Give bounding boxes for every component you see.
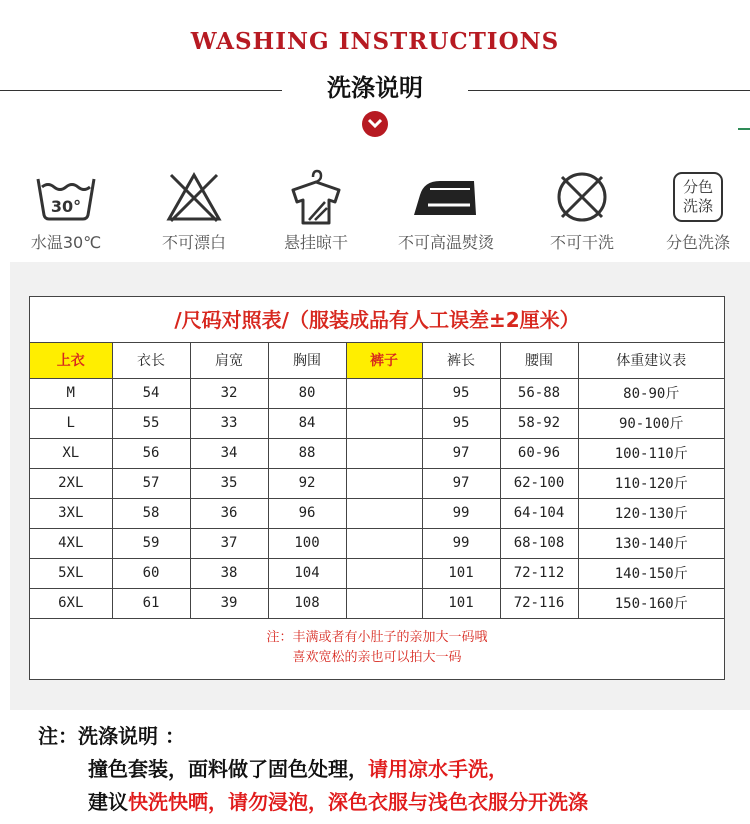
washing-line-2	[88, 786, 738, 815]
table-cell: 110-120斤	[578, 468, 724, 498]
table-cell: 120-130斤	[578, 498, 724, 528]
table-row	[30, 438, 724, 468]
table-cell: 34	[190, 438, 268, 468]
chevron-down-icon	[362, 111, 388, 137]
table-cell	[346, 588, 422, 618]
table-cell: 54	[112, 378, 190, 408]
divider-right	[468, 90, 750, 91]
wash-30-icon	[6, 168, 126, 226]
table-cell: 61	[112, 588, 190, 618]
table-cell: 140-150斤	[578, 558, 724, 588]
washing-line-1-highlight: 请用凉水手洗，	[368, 757, 508, 781]
table-cell	[346, 468, 422, 498]
table-cell: 57	[112, 468, 190, 498]
table-cell: 33	[190, 408, 268, 438]
table-cell: 72-116	[500, 588, 578, 618]
table-cell: 64-104	[500, 498, 578, 528]
table-cell: 56	[112, 438, 190, 468]
table-row	[30, 588, 724, 618]
care-label-wash-30: 水温30℃	[30, 233, 102, 252]
care-item-separate-wash	[638, 168, 750, 253]
table-row	[30, 378, 724, 408]
size-chart	[29, 296, 725, 680]
decorative-mark	[738, 128, 750, 130]
table-cell: 36	[190, 498, 268, 528]
table-cell: 101	[422, 558, 500, 588]
table-cell: 92	[268, 468, 346, 498]
header-top: 上衣	[30, 343, 112, 378]
care-item-no-bleach	[134, 168, 254, 253]
table-cell: 58-92	[500, 408, 578, 438]
table-cell: 84	[268, 408, 346, 438]
table-cell: 38	[190, 558, 268, 588]
washing-line-1	[88, 753, 738, 782]
table-cell: 80-90斤	[578, 378, 724, 408]
table-cell: 96	[268, 498, 346, 528]
table-cell	[346, 378, 422, 408]
table-cell: 60	[112, 558, 190, 588]
washing-notes	[38, 720, 738, 815]
table-cell: 95	[422, 378, 500, 408]
table-cell: 5XL	[30, 558, 112, 588]
table-cell: 97	[422, 438, 500, 468]
washing-line-2-highlight: 快洗快晒，请勿浸泡，深色衣服与浅色衣服分开洗涤	[128, 790, 588, 814]
header-shoulder: 肩宽	[190, 343, 268, 378]
table-cell: 39	[190, 588, 268, 618]
care-item-no-high-iron	[386, 168, 506, 253]
care-label-separate-wash: 分色洗涤	[665, 233, 730, 252]
table-cell: 108	[268, 588, 346, 618]
table-cell: 99	[422, 528, 500, 558]
washing-title: 注：洗涤说明 ：	[38, 724, 185, 748]
size-note	[30, 619, 724, 677]
table-cell: 104	[268, 558, 346, 588]
table-cell: 130-140斤	[578, 528, 724, 558]
table-cell	[346, 528, 422, 558]
table-cell: 62-100	[500, 468, 578, 498]
title-english: WASHING INSTRUCTIONS	[190, 28, 560, 55]
hang-dry-icon	[256, 168, 376, 226]
table-cell: 55	[112, 408, 190, 438]
header-waist: 腰围	[500, 343, 578, 378]
divider-left	[0, 90, 282, 91]
table-cell: 56-88	[500, 378, 578, 408]
table-cell: 6XL	[30, 588, 112, 618]
washing-line-2-text: 建议	[88, 790, 128, 814]
table-cell: 90-100斤	[578, 408, 724, 438]
table-cell: 95	[422, 408, 500, 438]
care-label-no-high-iron: 不可高温熨烫	[397, 233, 494, 252]
table-cell: 101	[422, 588, 500, 618]
table-cell	[346, 558, 422, 588]
care-label-no-dry-clean: 不可干洗	[549, 233, 614, 252]
table-cell: 3XL	[30, 498, 112, 528]
table-cell: 59	[112, 528, 190, 558]
table-cell: 2XL	[30, 468, 112, 498]
table-cell: 88	[268, 438, 346, 468]
table-cell: 150-160斤	[578, 588, 724, 618]
care-item-wash-30	[6, 168, 126, 253]
table-cell: 99	[422, 498, 500, 528]
header-length: 衣长	[112, 343, 190, 378]
size-table-header	[30, 343, 724, 378]
table-cell: 37	[190, 528, 268, 558]
table-row	[30, 498, 724, 528]
table-cell: 97	[422, 468, 500, 498]
separate-badge-line1: 分色	[682, 178, 713, 196]
no-high-heat-iron-icon	[386, 168, 506, 226]
table-cell	[346, 498, 422, 528]
wash-temp-badge: 30°	[50, 197, 82, 216]
table-cell: L	[30, 408, 112, 438]
table-row	[30, 528, 724, 558]
table-cell: 80	[268, 378, 346, 408]
header-chest: 胸围	[268, 343, 346, 378]
size-chart-title: /尺码对照表/（服装成品有人工误差±2厘米）	[30, 297, 724, 343]
size-table	[30, 343, 724, 619]
title-chinese: 洗涤说明	[327, 74, 423, 102]
header-pants: 裤子	[346, 343, 422, 378]
size-note-line2: 喜欢宽松的亲也可以拍大一码	[292, 649, 462, 665]
no-dry-clean-icon	[522, 168, 642, 226]
care-label-no-bleach: 不可漂白	[161, 233, 226, 252]
table-row	[30, 408, 724, 438]
separate-color-wash-icon	[638, 168, 750, 226]
header-weight: 体重建议表	[578, 343, 724, 378]
table-cell	[346, 438, 422, 468]
table-cell: 68-108	[500, 528, 578, 558]
care-icons-row	[0, 168, 750, 258]
care-item-hang-dry	[256, 168, 376, 253]
washing-line-1-text: 撞色套装，面料做了固色处理，	[88, 757, 368, 781]
table-cell: M	[30, 378, 112, 408]
table-cell: 4XL	[30, 528, 112, 558]
table-cell: 35	[190, 468, 268, 498]
separate-badge-line2: 洗涤	[682, 197, 713, 215]
table-cell	[346, 408, 422, 438]
table-row	[30, 468, 724, 498]
size-note-line1: 注：丰满或者有小肚子的亲加大一码哦	[266, 629, 488, 645]
table-cell: 58	[112, 498, 190, 528]
table-cell: 72-112	[500, 558, 578, 588]
care-item-no-dry-clean	[522, 168, 642, 253]
no-bleach-icon	[134, 168, 254, 226]
header-pants-length: 裤长	[422, 343, 500, 378]
care-label-hang-dry: 悬挂晾干	[283, 233, 348, 252]
table-row	[30, 558, 724, 588]
table-cell: 32	[190, 378, 268, 408]
table-cell: 100-110斤	[578, 438, 724, 468]
table-cell: 100	[268, 528, 346, 558]
table-cell: XL	[30, 438, 112, 468]
table-cell: 60-96	[500, 438, 578, 468]
